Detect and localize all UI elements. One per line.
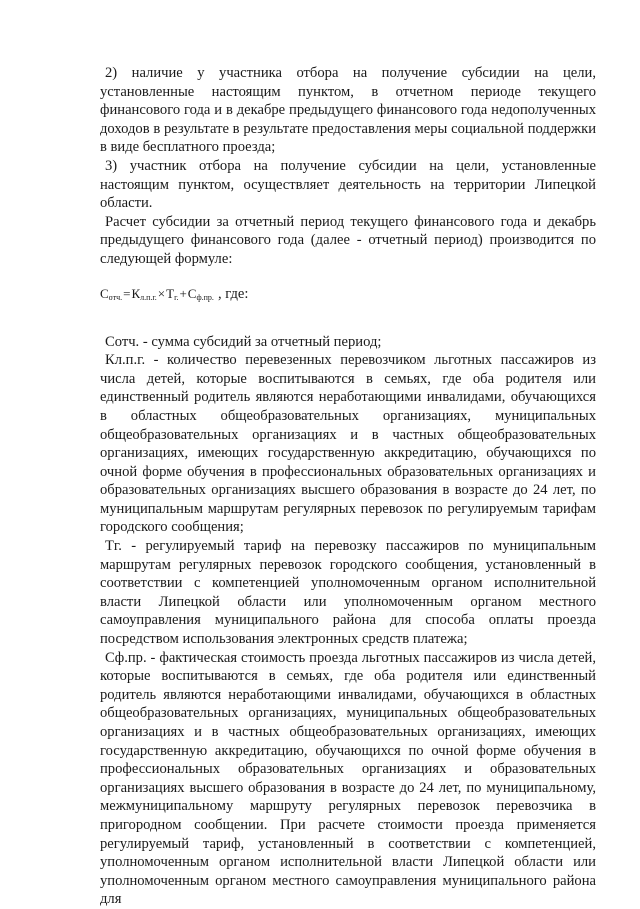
definition-tg: Тг. - регулируемый тариф на перевозку пассажиров по муниципальным маршрутам регулярных перевозок городского сообщения, установленный в соответствии с компетенцией уполномоченным органом исполнительной власти Липецкой области или уполномоченным органом местного самоуправления муниципального района для способа оплаты проезда посредством использования электронных средств платежа; xyxy=(100,538,596,648)
formula-where: , где: xyxy=(217,285,249,302)
paragraph-item-3: 3) участник отбора на получение субсидии на цели, установленные настоящим пунктом, осуществляет деятельность на территории Липецкой области. xyxy=(100,157,596,212)
formula-c-sub: ф.пр. xyxy=(196,292,214,302)
formula-times: × xyxy=(157,285,166,301)
paragraph-item-2: 2) наличие у участника отбора на получение субсидии на цели, установленные настоящим пунктом, в отчетном периоде текущего финансового года и в декабре предыдущего финансового года недополученных доходов в результате в результате предоставления меры социальной поддержки в виде бесплатного проезда; xyxy=(100,65,596,156)
formula-k-base: К xyxy=(131,285,141,301)
paragraph-calculation: Расчет субсидии за отчетный период текущего финансового года и декабрь предыдущего финансового года (далее - отчетный период) производится по следующей формуле: xyxy=(100,213,596,267)
formula-plus: + xyxy=(179,285,187,301)
formula-equals: = xyxy=(123,285,131,301)
formula-t-base: Т xyxy=(166,285,175,301)
definition-sfpr: Сф.пр. - фактическая стоимость проезда льготных пассажиров из числа детей, которые воспитываются в семьях, где оба родителя или единственный родитель являются неработающими инвалидами, обучающихся в областных общеобразовательных организациях, муниципальных общеобразовательных организациях и в частных общеобразовательных организациях, имеющих государственную аккредитацию, обучающихся по очной форме обучения в профессиональных образовательных организациях и образовательных организациях высшего образования в возрасте до 24 лет, по муниципальному, межмуниципальному маршруту регулярных перевозок перевозчика в пригородном сообщении. При расчете стоимости проезда применяется регулируемый тариф, установленный в соответствии с компетенцией, уполномоченным органом исполнительной власти Липецкой области или уполномоченным органом местного самоуправления муниципального района для xyxy=(100,649,596,908)
formula-s-base: С xyxy=(100,285,109,301)
definition-sotch: Сотч. - сумма субсидий за отчетный период; xyxy=(105,333,382,350)
formula-k-sub: л.п.г. xyxy=(140,292,157,302)
subsidy-formula xyxy=(100,281,596,307)
formula-c-base: С xyxy=(187,285,197,301)
formula-t-sub: г. xyxy=(174,292,179,302)
formula-s-sub: отч. xyxy=(108,292,123,302)
definition-klpg: Кл.п.г. - количество перевезенных перевозчиком льготных пассажиров из числа детей, которые воспитываются в семьях, где оба родителя или единственный родитель являются неработающими инвалидами, обучающихся в областных общеобразовательных организациях, муниципальных общеобразовательных организациях и в частных общеобразовательных организациях, имеющих государственную аккредитацию, обучающихся по очной форме обучения в профессиональных образовательных организациях и образовательных организациях высшего образования в возрасте до 24 лет, по муниципальным маршрутам регулярных перевозок по регулируемым тарифам городского сообщения; xyxy=(100,352,596,536)
document-body xyxy=(100,64,596,909)
